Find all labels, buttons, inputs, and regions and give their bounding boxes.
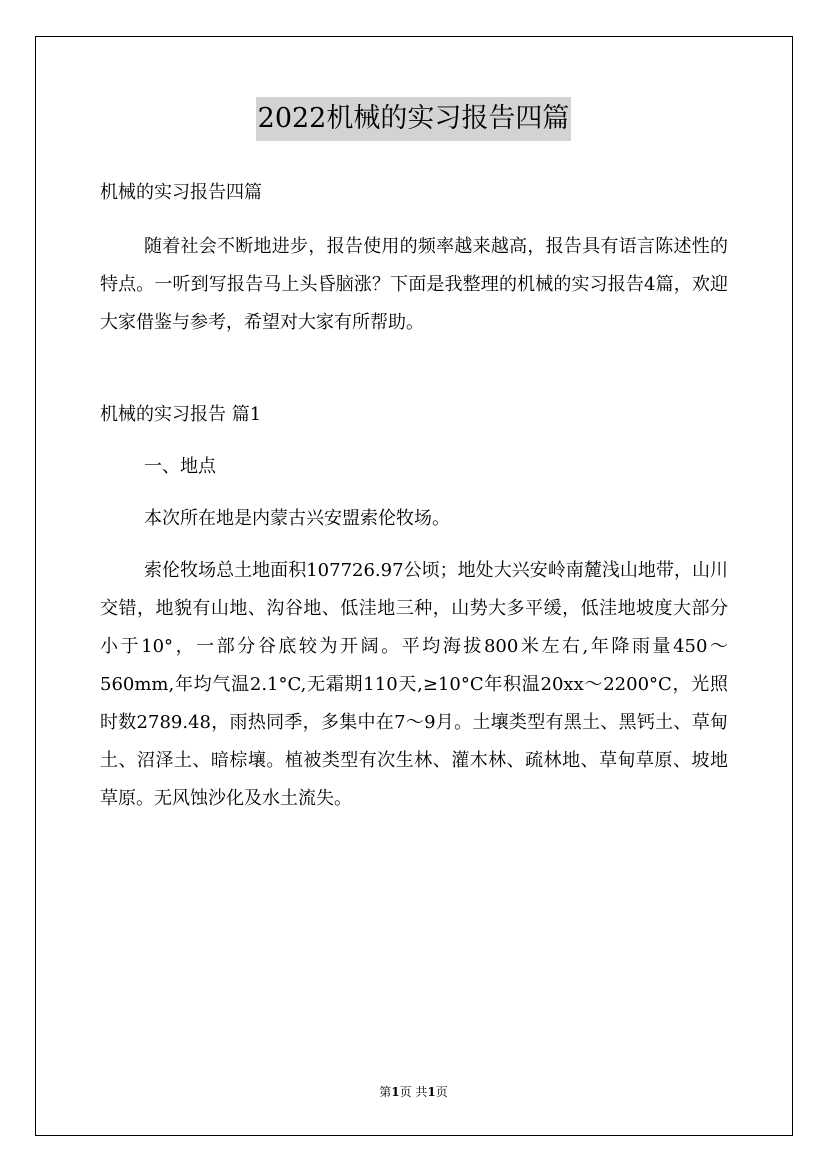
intro-paragraph: 随着社会不断地进步，报告使用的频率越来越高，报告具有语言陈述性的特点。一听到写报告马上头昏脑涨？下面是我整理的机械的实习报告4篇，欢迎大家借鉴与参考，希望对大家有所帮助。	[100, 236, 728, 333]
document-body	[100, 174, 728, 818]
section-heading: 机械的实习报告 篇1	[100, 404, 262, 425]
document-title	[0, 97, 827, 141]
location-paragraph: 本次所在地是内蒙古兴安盟索伦牧场。	[144, 508, 450, 529]
footer-page-mid: 页 共	[399, 1085, 428, 1099]
document-subtitle: 机械的实习报告四篇	[100, 182, 262, 203]
spacer	[100, 538, 728, 552]
footer-page-total: 1	[427, 1085, 436, 1099]
details-paragraph: 索伦牧场总土地面积107726.97公顷；地处大兴安岭南麓浅山地带，山川交错，地貌有山地、沟谷地、低洼地三种，山势大多平缓，低洼地坡度大部分小于10°，一部分谷底较为开阔。平均海拔800米左右,年降雨量450～560mm,年均气温2.1°C,无霜期110天,≥10°C年积温20xx～2200°C，光照时数2789.48，雨热同季，多集中在7～9月。土壤类型有黑土、黑钙土、草甸土、沼泽土、暗棕壤。植被类型有次生林、灌木林、疏林地、草甸草原、坡地草原。无风蚀沙化及水土流失。	[100, 560, 728, 809]
spacer	[100, 434, 728, 448]
footer-page-suffix: 页	[435, 1085, 448, 1099]
spacer	[100, 342, 728, 396]
subsection-heading: 一、地点	[144, 456, 216, 477]
footer-page-prefix: 第	[379, 1085, 392, 1099]
spacer	[100, 212, 728, 228]
document-title-text: 2022机械的实习报告四篇	[256, 97, 572, 141]
spacer	[100, 486, 728, 500]
footer-page-current: 1	[391, 1085, 400, 1099]
page-footer	[0, 1084, 827, 1100]
